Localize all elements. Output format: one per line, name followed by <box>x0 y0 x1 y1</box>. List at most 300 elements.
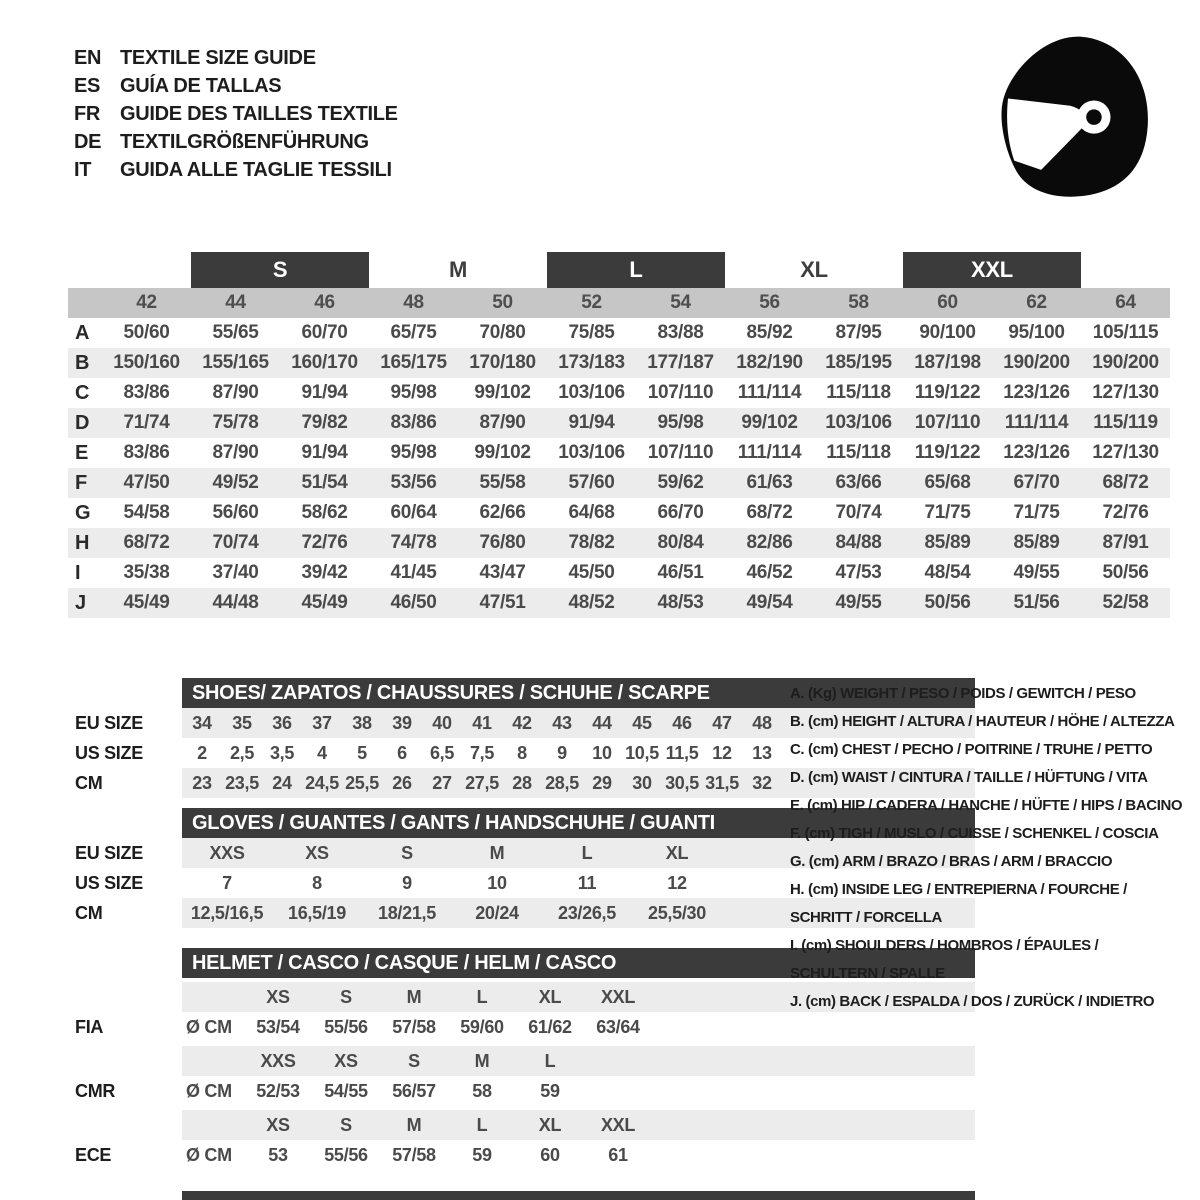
apparel-size-table <box>68 252 1170 618</box>
helmet-value-cell: 52/53 <box>256 1080 300 1101</box>
shoes-cell: 40 <box>432 712 452 733</box>
helmet-value-cell: 58 <box>472 1080 492 1101</box>
size-cell: 70/74 <box>835 502 882 523</box>
size-cell: 51/56 <box>1013 592 1060 613</box>
helmet-standard-label: FIA <box>75 1016 104 1037</box>
size-cell: 62/66 <box>479 502 526 523</box>
helmet-value-cell: 57/58 <box>392 1144 436 1165</box>
shoes-cell: 6 <box>397 742 407 763</box>
size-cell: 66/70 <box>657 502 704 523</box>
size-row-J <box>68 588 1170 618</box>
row-letter: H <box>75 531 90 554</box>
helmet-size-cell: XL <box>538 1114 562 1135</box>
helmet-value-cell: 55/56 <box>324 1016 368 1037</box>
helmet-size-cell: L <box>476 986 488 1007</box>
helmet-size-cell: XXL <box>600 986 636 1007</box>
size-cell: 65/75 <box>390 322 437 343</box>
size-cell: 99/102 <box>474 442 531 463</box>
helmet-value-cell: 59 <box>540 1080 560 1101</box>
gloves-cell: 23/26,5 <box>558 902 616 923</box>
shoes-row-label: EU SIZE <box>75 712 143 733</box>
gloves-cell: 16,5/19 <box>288 902 346 923</box>
helmet-size-cell: M <box>406 1114 422 1135</box>
gloves-cell: 11 <box>577 872 597 893</box>
helmet-standard-label: ECE <box>75 1144 112 1165</box>
size-cell: 49/55 <box>835 592 882 613</box>
size-row-B <box>68 348 1170 378</box>
helmet-value-cell: 57/58 <box>392 1016 436 1037</box>
size-group-S: S <box>191 252 369 288</box>
size-cell: 119/122 <box>914 382 981 403</box>
size-cell: 78/82 <box>568 532 615 553</box>
helmet-value-cell: 53/54 <box>256 1016 300 1037</box>
legend-item: H. (cm) INSIDE LEG / ENTREPIERNA / FOURCHE / <box>790 881 1127 898</box>
gloves-cell: 10 <box>487 872 507 893</box>
language-row <box>74 128 398 156</box>
gloves-cell: S <box>401 842 413 863</box>
row-letter: E <box>75 441 89 464</box>
measurement-legend <box>790 680 1200 1016</box>
shoes-cell: 8 <box>517 742 527 763</box>
shoes-cell: 45 <box>632 712 652 733</box>
size-cell: 187/198 <box>914 352 981 373</box>
size-cell: 46/51 <box>657 562 704 583</box>
size-row-G <box>68 498 1170 528</box>
shoes-cell: 42 <box>512 712 532 733</box>
size-cell: 49/52 <box>212 472 259 493</box>
helmet-unit-cell: Ø CM <box>186 1144 232 1165</box>
helmet-size-cell: XXS <box>260 1050 296 1071</box>
shoes-cell: 13 <box>752 742 772 763</box>
size-cell: 63/66 <box>835 472 882 493</box>
size-cell: 91/94 <box>301 382 348 403</box>
shoes-cell: 31,5 <box>705 772 739 793</box>
size-cell: 68/72 <box>1102 472 1149 493</box>
size-cell: 127/130 <box>1092 382 1159 403</box>
size-cell: 75/78 <box>212 412 259 433</box>
size-cell: 111/114 <box>737 382 802 403</box>
size-cell: 46/52 <box>746 562 793 583</box>
legend-item: F. (cm) TIGH / MUSLO / CUISSE / SCHENKEL / COSCIA <box>790 825 1159 842</box>
language-code: IT <box>74 158 92 181</box>
size-cell: 39/42 <box>301 562 348 583</box>
language-row <box>74 44 398 72</box>
shoes-cell: 6,5 <box>429 742 455 763</box>
language-code: ES <box>74 74 101 97</box>
size-cell: 50/56 <box>924 592 971 613</box>
size-group-header <box>68 252 1170 288</box>
helmet-size-cell: XS <box>266 986 290 1007</box>
shoes-cell: 30 <box>632 772 652 793</box>
size-column-58: 58 <box>848 292 869 313</box>
helmet-unit-cell: Ø CM <box>186 1016 232 1037</box>
helmet-value-cell: 59 <box>472 1144 492 1165</box>
legend-item: J. (cm) BACK / ESPALDA / DOS / ZURÜCK / INDIETRO <box>790 993 1155 1010</box>
spacer-cell <box>182 1110 244 1140</box>
legend-item: D. (cm) WAIST / CINTURA / TAILLE / HÜFTUNG / VITA <box>790 769 1148 786</box>
language-list <box>74 44 398 184</box>
row-letter: A <box>75 321 90 344</box>
gloves-cell: XXS <box>209 842 245 863</box>
size-column-band <box>68 288 1170 318</box>
shoes-cell: 43 <box>552 712 572 733</box>
helmet-size-cell: XS <box>334 1050 358 1071</box>
shoes-cell: 30,5 <box>665 772 699 793</box>
language-code: FR <box>74 102 101 125</box>
size-cell: 59/62 <box>657 472 704 493</box>
shoes-cell: 2 <box>197 742 207 763</box>
size-column-56: 56 <box>759 292 780 313</box>
language-title: GUÍA DE TALLAS <box>120 74 282 97</box>
size-group-XXL: XXL <box>903 252 1081 288</box>
size-cell: 83/86 <box>123 442 170 463</box>
helmet-value-cell: 61/62 <box>528 1016 572 1037</box>
size-cell: 64/68 <box>568 502 615 523</box>
size-cell: 87/90 <box>212 442 259 463</box>
size-cell: 87/91 <box>1102 532 1149 553</box>
size-cell: 49/55 <box>1013 562 1060 583</box>
helmet-value-cell: 61 <box>608 1144 628 1165</box>
size-group-M: M <box>448 257 468 282</box>
language-row <box>74 72 398 100</box>
size-cell: 111/114 <box>1004 412 1069 433</box>
size-cell: 79/82 <box>301 412 348 433</box>
size-cell: 58/62 <box>301 502 348 523</box>
size-cell: 182/190 <box>736 352 803 373</box>
size-cell: 45/49 <box>123 592 170 613</box>
size-cell: 99/102 <box>741 412 798 433</box>
size-cell: 84/88 <box>835 532 882 553</box>
legend-item: SCHRITT / FORCELLA <box>790 909 942 926</box>
legend-item: B. (cm) HEIGHT / ALTURA / HAUTEUR / HÖHE / ALTEZZA <box>790 713 1175 730</box>
shoes-cell: 39 <box>392 712 412 733</box>
size-cell: 95/98 <box>390 382 437 403</box>
size-table-body <box>68 318 1170 618</box>
size-cell: 70/74 <box>212 532 259 553</box>
language-title: GUIDA ALLE TAGLIE TESSILI <box>120 158 392 181</box>
size-row-H <box>68 528 1170 558</box>
size-cell: 107/110 <box>647 442 714 463</box>
shoes-cell: 37 <box>312 712 332 733</box>
shoes-cell: 28,5 <box>545 772 579 793</box>
size-cell: 91/94 <box>301 442 348 463</box>
size-column-50: 50 <box>492 292 513 313</box>
size-column-64: 64 <box>1115 292 1136 313</box>
shoes-labels <box>68 708 176 798</box>
shoes-cell: 32 <box>752 772 772 793</box>
size-cell: 123/126 <box>1003 382 1070 403</box>
size-group-XL: XL <box>800 257 828 282</box>
row-letter: G <box>75 501 91 524</box>
helmet-size-cell: M <box>474 1050 490 1071</box>
size-cell: 76/80 <box>479 532 526 553</box>
language-title: TEXTILGRÖßENFÜHRUNG <box>120 130 369 153</box>
size-column-60: 60 <box>937 292 958 313</box>
gloves-cell: M <box>489 842 505 863</box>
size-cell: 95/98 <box>657 412 704 433</box>
size-column-42: 42 <box>136 292 157 313</box>
size-cell: 67/70 <box>1013 472 1060 493</box>
size-row-E <box>68 438 1170 468</box>
helmet-value-cell: 56/57 <box>392 1080 436 1101</box>
size-cell: 82/86 <box>746 532 793 553</box>
size-cell: 80/84 <box>657 532 704 553</box>
size-cell: 90/100 <box>919 322 976 343</box>
size-cell: 70/80 <box>479 322 526 343</box>
shoes-cell: 4 <box>317 742 327 763</box>
size-cell: 68/72 <box>746 502 793 523</box>
legend-item: I. (cm) SHOULDERS / HOMBROS / ÉPAULES / <box>790 937 1099 954</box>
size-cell: 52/58 <box>1102 592 1149 613</box>
size-cell: 150/160 <box>113 352 180 373</box>
shoes-cell: 11,5 <box>665 742 699 763</box>
size-cell: 74/78 <box>390 532 437 553</box>
shoes-cell: 7,5 <box>469 742 495 763</box>
helmet-size-cell: S <box>340 1114 352 1135</box>
size-row-I <box>68 558 1170 588</box>
size-cell: 85/92 <box>746 322 793 343</box>
size-cell: 61/63 <box>746 472 793 493</box>
size-cell: 160/170 <box>291 352 358 373</box>
shoes-cell: 9 <box>557 742 567 763</box>
gloves-cell: 20/24 <box>475 902 519 923</box>
size-cell: 55/65 <box>212 322 259 343</box>
shoes-cell: 46 <box>672 712 692 733</box>
gloves-labels <box>68 838 176 928</box>
size-cell: 51/54 <box>301 472 348 493</box>
gloves-cell: 12 <box>667 872 687 893</box>
size-cell: 47/51 <box>479 592 526 613</box>
size-cell: 103/106 <box>558 382 625 403</box>
shoes-row-label: US SIZE <box>75 742 143 763</box>
helmet-value-cell: 55/56 <box>324 1144 368 1165</box>
helmet-sizes-row <box>182 1046 975 1076</box>
size-cell: 173/183 <box>558 352 625 373</box>
size-cell: 54/58 <box>123 502 170 523</box>
helmet-size-cell: L <box>476 1114 488 1135</box>
size-cell: 155/165 <box>202 352 269 373</box>
size-cell: 123/126 <box>1003 442 1070 463</box>
size-cell: 87/95 <box>835 322 882 343</box>
helmet-size-cell: M <box>406 986 422 1007</box>
size-cell: 127/130 <box>1092 442 1159 463</box>
legend-item: C. (cm) CHEST / PECHO / POITRINE / TRUHE / PETTO <box>790 741 1153 758</box>
size-cell: 115/118 <box>826 382 891 403</box>
shoes-cell: 36 <box>272 712 292 733</box>
shoes-cell: 24 <box>272 772 292 793</box>
size-cell: 56/60 <box>212 502 259 523</box>
size-cell: 85/89 <box>924 532 971 553</box>
helmet-value-cell: 60 <box>540 1144 560 1165</box>
legend-item: A. (Kg) WEIGHT / PESO / POIDS / GEWITCH / PESO <box>790 685 1136 702</box>
language-code: DE <box>74 130 102 153</box>
size-column-48: 48 <box>403 292 424 313</box>
row-letter: C <box>75 381 90 404</box>
gloves-row-label: US SIZE <box>75 872 143 893</box>
size-cell: 60/64 <box>390 502 437 523</box>
gloves-section-title: GLOVES / GUANTES / GANTS / HANDSCHUHE / GUANTI <box>182 808 975 838</box>
size-cell: 165/175 <box>380 352 447 373</box>
language-code: EN <box>74 46 102 69</box>
size-column-54: 54 <box>670 292 691 313</box>
gloves-cell: L <box>581 842 593 863</box>
size-cell: 103/106 <box>825 412 892 433</box>
size-cell: 47/50 <box>123 472 170 493</box>
helmet-value-cell: 59/60 <box>460 1016 504 1037</box>
size-cell: 60/70 <box>301 322 348 343</box>
shoes-section-title: SHOES/ ZAPATOS / CHAUSSURES / SCHUHE / SCARPE <box>182 678 975 708</box>
language-title: TEXTILE SIZE GUIDE <box>120 46 316 69</box>
gloves-cell: 9 <box>402 872 412 893</box>
size-cell: 190/200 <box>1092 352 1159 373</box>
band-corner-cell <box>68 288 102 318</box>
size-column-62: 62 <box>1026 292 1047 313</box>
size-cell: 105/115 <box>1092 322 1159 343</box>
size-cell: 91/94 <box>568 412 615 433</box>
size-cell: 107/110 <box>914 412 981 433</box>
gloves-cell: 8 <box>312 872 322 893</box>
helmet-unit-cell: Ø CM <box>186 1080 232 1101</box>
shoes-cell: 47 <box>712 712 732 733</box>
size-cell: 71/74 <box>123 412 170 433</box>
shoes-cell: 12 <box>712 742 732 763</box>
helmet-size-cell: S <box>340 986 352 1007</box>
helmet-value-cell: 53 <box>268 1144 288 1165</box>
gloves-cell: 7 <box>222 872 232 893</box>
size-cell: 45/50 <box>568 562 615 583</box>
size-cell: 177/187 <box>647 352 714 373</box>
shoes-cell: 10,5 <box>625 742 659 763</box>
helmet-size-cell: S <box>408 1050 420 1071</box>
shoes-cell: 44 <box>592 712 612 733</box>
size-cell: 49/54 <box>746 592 793 613</box>
size-row-D <box>68 408 1170 438</box>
size-cell: 87/90 <box>479 412 526 433</box>
helmet-standard-label: CMR <box>75 1080 116 1101</box>
size-cell: 50/60 <box>123 322 170 343</box>
shoes-cell: 35 <box>232 712 252 733</box>
cropped-bottom-header-bar <box>182 1191 975 1200</box>
shoes-cell: 5 <box>357 742 367 763</box>
size-cell: 85/89 <box>1013 532 1060 553</box>
shoes-cell: 28 <box>512 772 532 793</box>
size-cell: 111/114 <box>737 442 802 463</box>
size-row-C <box>68 378 1170 408</box>
legend-item: G. (cm) ARM / BRAZO / BRAS / ARM / BRACCIO <box>790 853 1113 870</box>
size-cell: 68/72 <box>123 532 170 553</box>
shoes-cell: 29 <box>592 772 612 793</box>
shoes-cell: 3,5 <box>269 742 295 763</box>
size-cell: 48/53 <box>657 592 704 613</box>
size-row-F <box>68 468 1170 498</box>
spacer-cell <box>182 982 244 1012</box>
row-letter: J <box>75 591 86 614</box>
gloves-cell: 25,5/30 <box>648 902 706 923</box>
helmet-size-cell: L <box>544 1050 556 1071</box>
helmet-size-cell: XXL <box>600 1114 636 1135</box>
size-cell: 75/85 <box>568 322 615 343</box>
shoes-cell: 48 <box>752 712 772 733</box>
shoes-cell: 26 <box>392 772 412 793</box>
size-group-L: L <box>547 252 725 288</box>
size-cell: 72/76 <box>301 532 348 553</box>
size-cell: 99/102 <box>474 382 531 403</box>
size-cell: 65/68 <box>924 472 971 493</box>
size-cell: 95/100 <box>1008 322 1065 343</box>
size-cell: 72/76 <box>1102 502 1149 523</box>
size-cell: 47/53 <box>835 562 882 583</box>
gloves-cell: XS <box>305 842 329 863</box>
size-cell: 43/47 <box>479 562 526 583</box>
row-letter: D <box>75 411 90 434</box>
size-cell: 46/50 <box>390 592 437 613</box>
size-cell: 107/110 <box>647 382 714 403</box>
row-letter: I <box>75 561 81 584</box>
size-cell: 48/54 <box>924 562 971 583</box>
spacer-cell <box>182 1046 244 1076</box>
size-cell: 35/38 <box>123 562 170 583</box>
helmet-values-row <box>182 1012 975 1042</box>
shoes-cell: 41 <box>472 712 492 733</box>
size-cell: 95/98 <box>390 442 437 463</box>
shoes-row-label: CM <box>75 772 103 793</box>
helmet-sizes-row <box>182 1110 975 1140</box>
size-cell: 53/56 <box>390 472 437 493</box>
size-cell: 83/86 <box>390 412 437 433</box>
size-cell: 37/40 <box>212 562 259 583</box>
size-cell: 115/118 <box>826 442 891 463</box>
row-letter: B <box>75 351 90 374</box>
shoes-cell: 10 <box>592 742 612 763</box>
size-cell: 190/200 <box>1003 352 1070 373</box>
gloves-cell: 18/21,5 <box>378 902 436 923</box>
size-cell: 185/195 <box>825 352 892 373</box>
gloves-cell: 12,5/16,5 <box>190 902 264 923</box>
size-cell: 57/60 <box>568 472 615 493</box>
helmet-value-cell: 63/64 <box>596 1016 640 1037</box>
size-row-A <box>68 318 1170 348</box>
language-title: GUIDE DES TAILLES TEXTILE <box>120 102 398 125</box>
shoes-cell: 24,5 <box>305 772 339 793</box>
shoes-cell: 27,5 <box>465 772 499 793</box>
size-cell: 45/49 <box>301 592 348 613</box>
size-cell: 48/52 <box>568 592 615 613</box>
shoes-cell: 25,5 <box>345 772 379 793</box>
size-cell: 115/119 <box>1093 412 1158 433</box>
legend-item: E. (cm) HIP / CADERA / HANCHE / HÜFTE / HIPS / BACINO <box>790 797 1183 814</box>
size-cell: 41/45 <box>390 562 437 583</box>
language-row <box>74 100 398 128</box>
size-cell: 119/122 <box>914 442 981 463</box>
size-cell: 170/180 <box>469 352 536 373</box>
size-cell: 44/48 <box>212 592 259 613</box>
shoes-cell: 27 <box>432 772 452 793</box>
size-cell: 83/88 <box>657 322 704 343</box>
shoes-cell: 38 <box>352 712 372 733</box>
helmet-values-row <box>182 1140 975 1170</box>
size-cell: 50/56 <box>1102 562 1149 583</box>
shoes-cell: 23 <box>192 772 212 793</box>
size-cell: 71/75 <box>1013 502 1060 523</box>
gloves-row-label: EU SIZE <box>75 842 143 863</box>
size-column-46: 46 <box>314 292 335 313</box>
helmet-values-row <box>182 1076 975 1106</box>
size-cell: 83/86 <box>123 382 170 403</box>
language-row <box>74 156 398 184</box>
shoes-cell: 34 <box>192 712 212 733</box>
legend-item: SCHULTERN / SPALLE <box>790 965 945 982</box>
shoes-cell: 2,5 <box>229 742 255 763</box>
